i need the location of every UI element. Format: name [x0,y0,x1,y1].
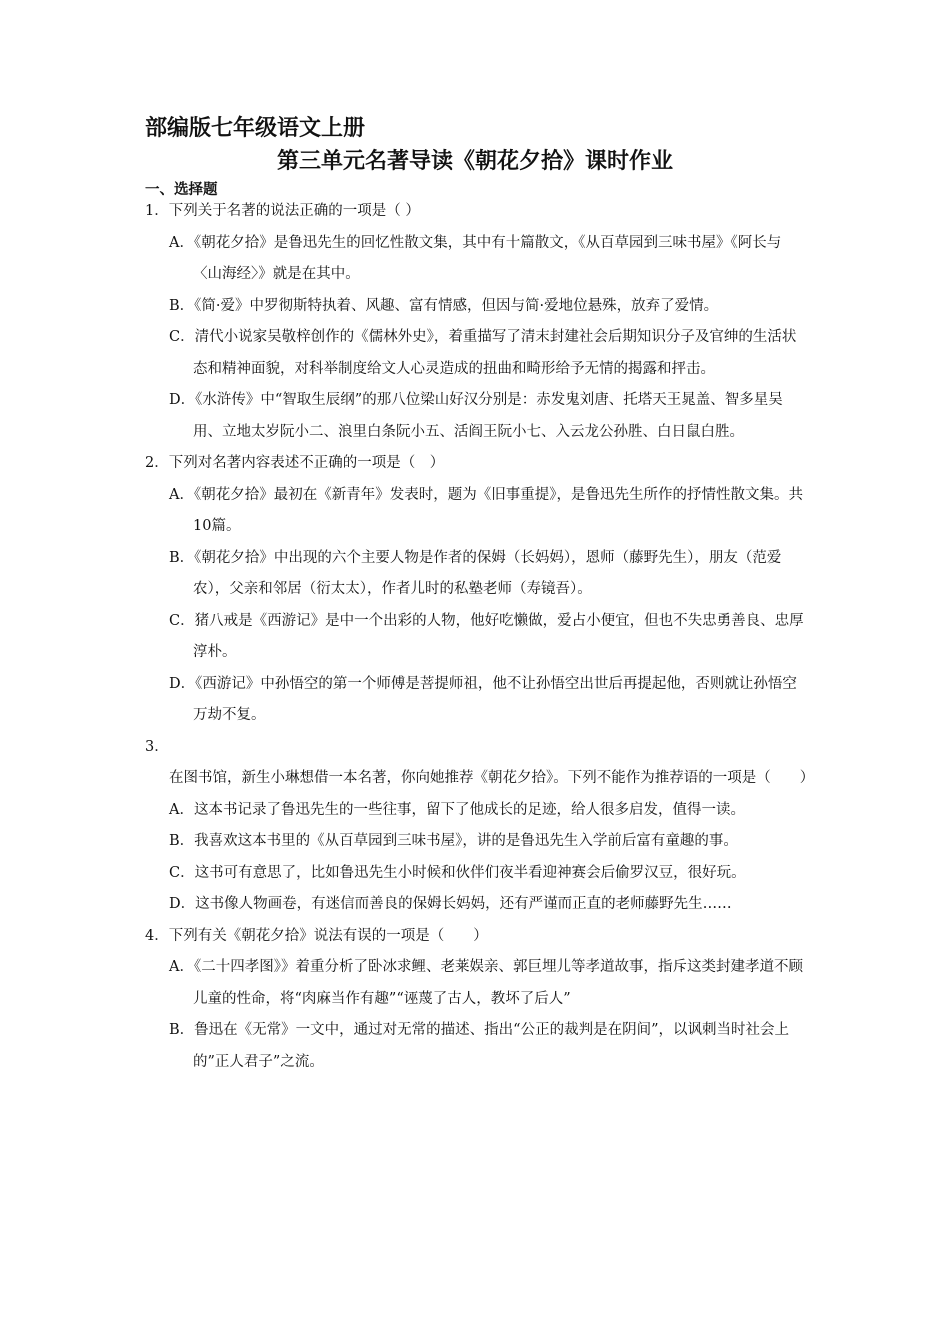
question-stem [145,921,810,953]
option-text: 《朝花夕拾》最初在《新青年》发表时，题为《旧事重提》，是鲁迅先生所作的抒情性散文集。共10篇。 [193,486,803,534]
question-1 [145,196,810,448]
option-label: B． [169,297,195,314]
option-b [145,543,810,606]
option-label: C． [169,612,195,629]
option-a [145,480,810,543]
option-text: 《水浒传》中“智取生辰纲”的那八位梁山好汉分别是：赤发鬼刘唐、托塔天王晁盖、智多星吴用、立地太岁阮小二、浪里白条阮小五、活阎王阮小七、入云龙公孙胜、白日鼠白胜。 [193,392,783,440]
option-label: D． [169,392,196,408]
option-b [145,826,810,858]
option-text: 《简·爱》中罗彻斯特执着、风趣、富有情感，但因与简·爱地位悬殊，放弃了爱情。 [194,297,719,314]
option-a [145,795,810,827]
option-text: 清代小说家吴敬梓创作的《儒林外史》，着重描写了清末封建社会后期知识分子及官绅的生活状态和精神面貌，对科举制度给文人心灵造成的扭曲和畸形给予无情的揭露和抨击。 [193,329,797,377]
option-label: D． [169,896,196,912]
question-text: 在图书馆，新生小琳想借一本名著，你向她推荐《朝花夕拾》。下列不能作为推荐语的一项是（ ） [169,770,815,786]
option-text: 《朝花夕拾》是鲁迅先生的回忆性散文集，其中有十篇散文，《从百草园到三味书屋》《阿长与〈山海经〉》就是在其中。 [193,234,782,282]
option-d [145,669,810,732]
question-number: 2． [145,455,169,471]
question-stem [145,196,810,228]
question-3 [145,732,815,921]
option-text: 《西游记》中孙悟空的第一个师傅是菩提师祖，他不让孙悟空出世后再提起他，否则就让孙悟空万劫不复。 [193,675,797,723]
option-b [145,1015,810,1078]
question-text: 下列有关《朝花夕拾》说法有误的一项是（ ） [168,927,488,944]
option-text: 鲁迅在《无常》一文中，通过对无常的描述、指出“公正的裁判是在阴间”，以讽刺当时社会上的”正人君子”之流。 [193,1022,789,1070]
question-stem [145,732,815,795]
document-title-line1: 部编版七年级语文上册 [145,116,366,141]
option-c [145,322,810,385]
option-text: 我喜欢这本书里的《从百草园到三味书屋》，讲的是鲁迅先生入学前后富有童趣的事。 [194,833,738,849]
option-text: 《朝花夕拾》中出现的六个主要人物是作者的保姆（长妈妈），恩师（藤野先生），朋友（范爱农），父亲和邻居（衍太太），作者儿时的私塾老师（寿镜吾）。 [193,549,782,597]
option-text: 这本书记录了鲁迅先生的一些往事，留下了他成长的足迹，给人很多启发，值得一读。 [193,801,745,818]
option-text: 《二十四孝图》》着重分析了卧冰求鲤、老莱娱亲、郭巨埋儿等孝道故事，指斥这类封建孝道不顾儿童的性命，将“肉麻当作有趣”“诬蔑了古人，教坏了后人” [193,959,803,1007]
question-2 [145,448,810,732]
question-text: 下列关于名著的说法正确的一项是（ ） [168,203,420,219]
question-number: 1． [145,203,169,219]
option-label: C． [169,329,195,345]
document-title-line2: 第三单元名著导读《朝花夕拾》课时作业 [276,149,673,174]
option-label: B． [169,1022,195,1038]
option-a [145,228,810,291]
option-d [145,889,810,921]
option-text: 这书像人物画卷，有迷信而善良的保姆长妈妈，还有严谨而正直的老师藤野先生…… [195,896,732,912]
option-label: D． [169,675,196,692]
option-a [145,952,810,1015]
option-label: A． [169,234,194,251]
option-label: B． [169,833,195,849]
option-c [145,606,810,669]
option-label: C． [169,864,195,881]
option-label: A． [169,801,194,818]
question-number: 4． [145,927,169,944]
option-d [145,385,810,448]
question-text: 下列对名著内容表述不正确的一项是（ ） [168,455,445,471]
option-text: 猪八戒是《西游记》是中一个出彩的人物，他好吃懒做，爱占小便宜，但也不失忠勇善良、忠厚淳朴。 [193,612,804,660]
question-4 [145,921,810,1079]
section-heading: 一、选择题 [145,182,218,198]
option-c [145,858,810,890]
option-label: A． [169,486,194,503]
question-stem [145,448,810,480]
option-b [145,291,810,323]
question-number: 3． [145,738,169,755]
question-list [0,196,950,1078]
option-text: 这书可有意思了，比如鲁迅先生小时候和伙伴们夜半看迎神赛会后偷罗汉豆，很好玩。 [194,864,746,881]
option-label: A． [169,959,194,975]
option-label: B． [169,549,195,566]
